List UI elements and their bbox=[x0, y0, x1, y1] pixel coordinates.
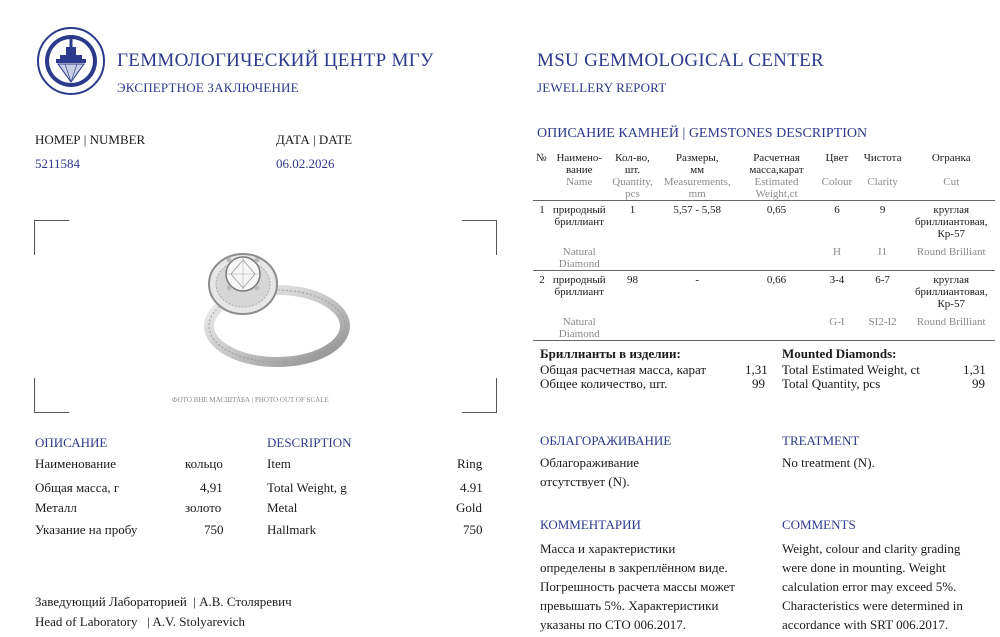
msu-logo bbox=[36, 26, 106, 96]
date-value: 06.02.2026 bbox=[276, 156, 335, 171]
gem-r2-weight: 0,66 bbox=[766, 274, 787, 286]
gem-hdr-en-clarity: Clarity bbox=[867, 176, 898, 188]
mounted-en-weight-value: 1,31 bbox=[963, 362, 986, 377]
gem-row-2-ru bbox=[533, 271, 995, 310]
gem-hdr-en-colour: Colour bbox=[821, 176, 853, 188]
mounted-ru-weight-value: 1,31 bbox=[745, 362, 768, 377]
desc-en-label-2: Metal bbox=[267, 500, 298, 515]
gem-hdr-weight: Расчетная масса,карат bbox=[749, 152, 804, 176]
gem-r2-colour: 3-4 bbox=[829, 274, 845, 286]
desc-ru-value-0: кольцо bbox=[185, 456, 223, 471]
desc-ru-value-1: 4,91 bbox=[200, 480, 223, 495]
mounted-ru-weight-label: Общая расчетная масса, карат bbox=[540, 362, 707, 377]
gem-r1-colour-en: H bbox=[832, 246, 841, 258]
desc-ru-label-3: Указание на пробу bbox=[35, 522, 138, 537]
desc-en-label-0: Item bbox=[267, 456, 291, 471]
gem-r1-qty: 1 bbox=[629, 204, 636, 216]
gem-hdr-qty: Кол-во, шт. bbox=[615, 152, 650, 176]
frame-corner-bl bbox=[34, 378, 69, 413]
frame-corner-tl bbox=[34, 220, 69, 255]
gem-r1-clarity: 9 bbox=[879, 204, 886, 216]
frame-corner-tr bbox=[462, 220, 497, 255]
desc-en-value-2: Gold bbox=[456, 500, 482, 515]
gem-hdr-en-no bbox=[533, 176, 551, 201]
gem-row-1-en bbox=[533, 240, 995, 271]
gem-hdr-name: Наимено- вание bbox=[556, 152, 603, 176]
date-label: ДАТА | DATE bbox=[276, 132, 353, 147]
gem-r2-qty: 98 bbox=[626, 274, 638, 286]
mounted-ru-qty-value: 99 bbox=[752, 376, 765, 391]
gem-r1-cut: круглая бриллиантовая, Кр-57 bbox=[914, 204, 988, 240]
gem-r2-clarity-en: SI2-I2 bbox=[868, 316, 897, 328]
number-value: 5211584 bbox=[35, 156, 81, 171]
gemstones-table bbox=[533, 152, 995, 341]
mounted-en-weight-label: Total Estimated Weight, ct bbox=[782, 362, 920, 377]
comments-text-en: Weight, colour and clarity grading were done in mounting. Weight calculation error may exceed 5%. Characteristics were determined in accordance with SRT 006.2017. bbox=[782, 541, 963, 632]
gem-row-1-ru bbox=[533, 201, 995, 240]
mounted-en-qty-label: Total Quantity, pcs bbox=[782, 376, 881, 391]
gem-r2-cut-en: Round Brilliant bbox=[916, 316, 986, 328]
subtitle-ru: ЭКСПЕРТНОЕ ЗАКЛЮЧЕНИЕ bbox=[117, 80, 299, 95]
comments-text-ru: Масса и характеристики определены в закреплённом виде. Погрешность расчета массы может превышать 5%. Характеристики указаны по СТО 006.2017. bbox=[540, 541, 735, 632]
photo-caption: ФОТО ВНЕ МАСШТАБА | PHOTO OUT OF SCALE bbox=[172, 396, 329, 404]
gem-r2-clarity: 6-7 bbox=[875, 274, 890, 286]
desc-en-value-0: Ring bbox=[457, 456, 483, 471]
description-heading-en: DESCRIPTION bbox=[267, 435, 352, 450]
mounted-en-qty-value: 99 bbox=[972, 376, 985, 391]
desc-ru-label-1: Общая масса, г bbox=[35, 480, 120, 495]
desc-ru-label-2: Металл bbox=[35, 500, 77, 515]
desc-ru-value-3: 750 bbox=[204, 522, 224, 537]
treatment-text-ru: Облагораживание отсутствует (N). bbox=[540, 455, 640, 489]
signature-en: Head of Laboratory | A.V. Stolyarevich bbox=[35, 614, 245, 629]
gemstones-heading: ОПИСАНИЕ КАМНЕЙ | GEMSTONES DESCRIPTION bbox=[537, 126, 868, 141]
gem-hdr-en-meas: Measurements, mm bbox=[663, 176, 731, 200]
gem-hdr-en-qty: Quantity, pcs bbox=[612, 176, 653, 200]
gem-r2-cut: круглая бриллиантовая, Кр-57 bbox=[914, 274, 988, 310]
gem-r1-name: природный бриллиант bbox=[552, 204, 606, 228]
comments-heading-ru: КОММЕНТАРИИ bbox=[540, 517, 641, 532]
comments-heading-en: COMMENTS bbox=[782, 517, 856, 532]
gem-hdr-clarity: Чистота bbox=[863, 152, 902, 164]
gem-r1-weight: 0,65 bbox=[766, 204, 787, 216]
gem-r1-cut-en: Round Brilliant bbox=[916, 246, 986, 258]
gem-header-en bbox=[533, 176, 995, 201]
number-label: НОМЕР | NUMBER bbox=[35, 132, 146, 147]
title-ru: ГЕММОЛОГИЧЕСКИЙ ЦЕНТР МГУ bbox=[117, 50, 434, 71]
frame-corner-br bbox=[462, 378, 497, 413]
description-heading-ru: ОПИСАНИЕ bbox=[35, 435, 108, 450]
gem-hdr-en-name: Name bbox=[566, 176, 593, 188]
gem-hdr-en-cut: Cut bbox=[943, 176, 960, 188]
gem-hdr-cut: Огранка bbox=[931, 152, 971, 164]
gem-r2-meas: - bbox=[695, 274, 700, 286]
mounted-ru-title: Бриллианты в изделии: bbox=[540, 346, 681, 361]
desc-en-value-3: 750 bbox=[463, 522, 483, 537]
gem-r1-meas: 5,57 - 5,58 bbox=[673, 204, 722, 216]
treatment-heading-en: TREATMENT bbox=[782, 433, 860, 448]
gem-r1-clarity-en: I1 bbox=[878, 246, 888, 258]
title-en: MSU GEMMOLOGICAL CENTER bbox=[537, 50, 824, 71]
desc-en-value-1: 4.91 bbox=[460, 480, 483, 495]
treatment-text-en: No treatment (N). bbox=[782, 455, 875, 470]
desc-en-label-3: Hallmark bbox=[267, 522, 317, 537]
desc-en-label-1: Total Weight, g bbox=[267, 480, 347, 495]
gem-row-2-en bbox=[533, 310, 995, 341]
treatment-heading-ru: ОБЛАГОРАЖИВАНИЕ bbox=[540, 433, 672, 448]
gem-hdr-colour: Цвет bbox=[825, 152, 849, 164]
signature-ru: Заведующий Лабораторией | А.В. Столяревич bbox=[35, 594, 292, 609]
gem-hdr-meas: Размеры, мм bbox=[675, 152, 719, 176]
gem-r2-name: природный бриллиант bbox=[552, 274, 606, 298]
gem-r1-no: 1 bbox=[539, 204, 545, 216]
gem-r1-name-en: Natural Diamond bbox=[558, 246, 600, 270]
desc-ru-value-2: золото bbox=[185, 500, 222, 515]
gem-hdr-no: № bbox=[536, 152, 547, 164]
gem-r2-name-en: Natural Diamond bbox=[558, 316, 600, 340]
gem-r2-colour-en: G-I bbox=[829, 316, 845, 328]
desc-ru-label-0: Наименование bbox=[35, 456, 116, 471]
gem-hdr-en-weight: Estimated Weight,ct bbox=[754, 176, 799, 200]
ring-photo bbox=[185, 228, 360, 378]
gem-r2-no: 2 bbox=[539, 274, 545, 286]
gem-r1-colour: 6 bbox=[834, 204, 840, 216]
subtitle-en: JEWELLERY REPORT bbox=[537, 80, 667, 95]
mounted-ru-qty-label: Общее количество, шт. bbox=[540, 376, 668, 391]
mounted-en-title: Mounted Diamonds: bbox=[782, 346, 897, 361]
gem-header-ru bbox=[533, 152, 995, 176]
